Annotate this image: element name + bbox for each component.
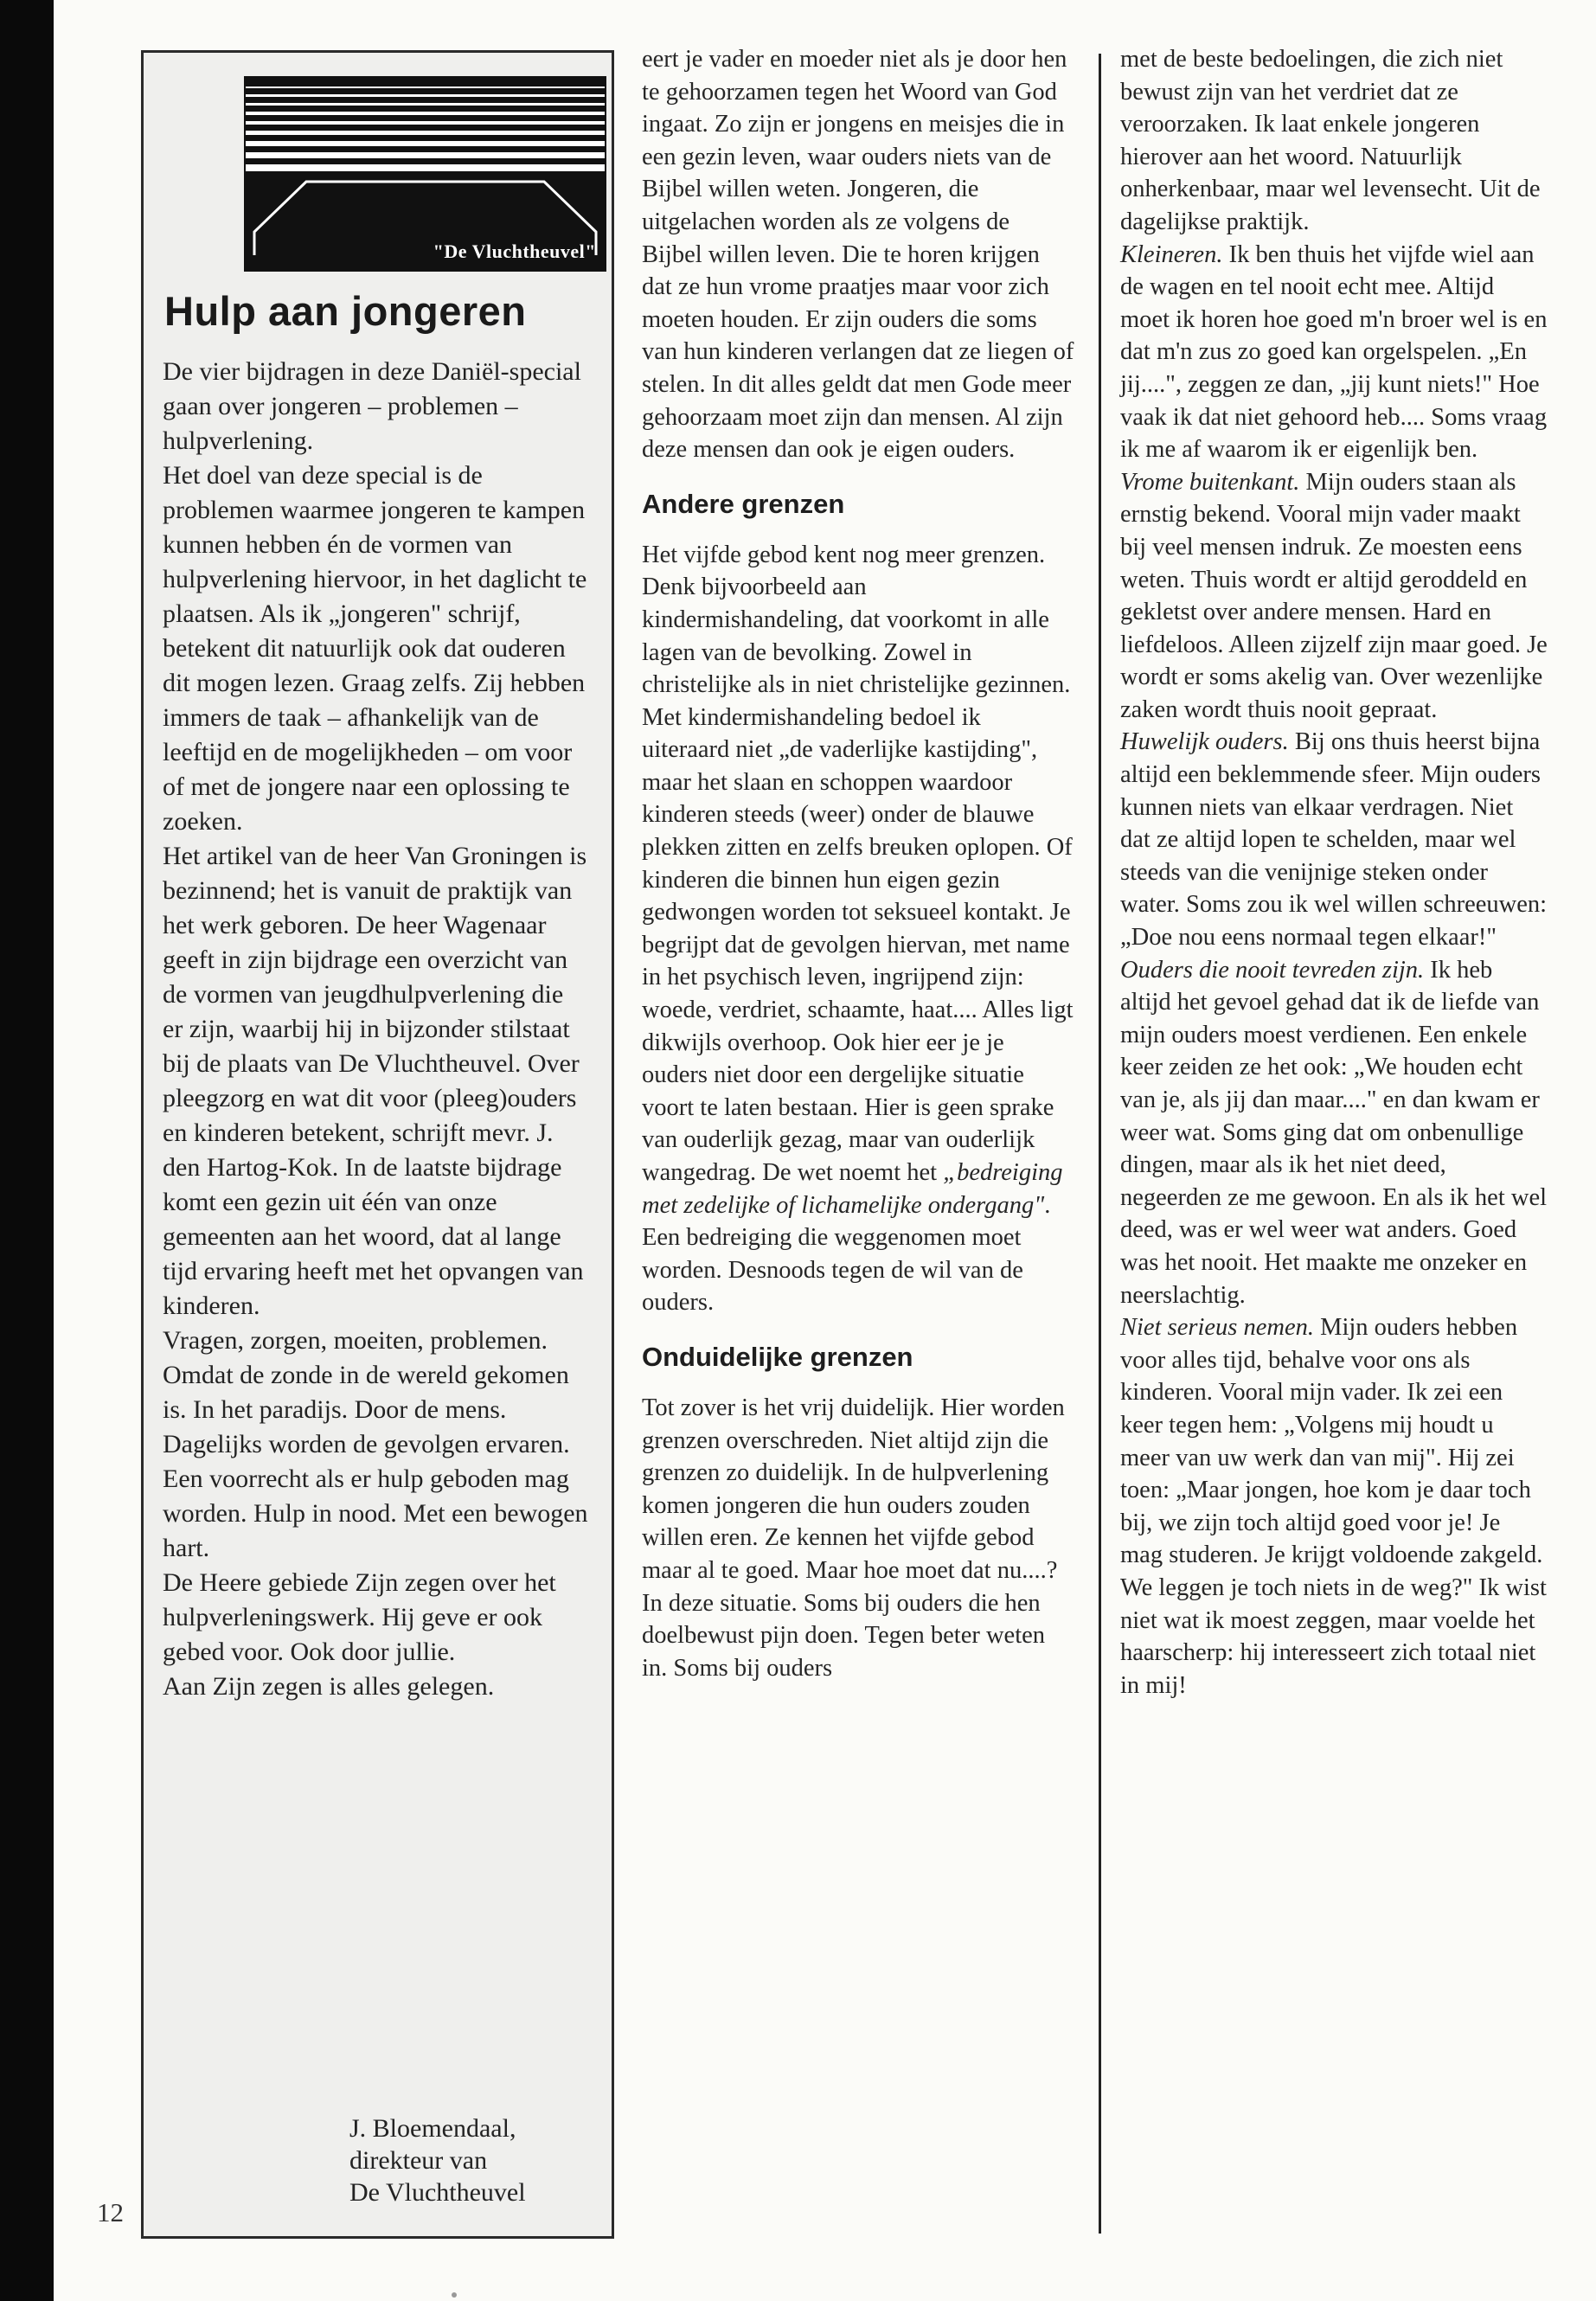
sidebar-paragraph: De Heere gebiede Zijn zegen over het hulpverleningswerk. Hij geve er ook gebed voor. Ook door jullie.: [163, 1568, 556, 1666]
logo-caption: "De Vluchtheuvel": [433, 240, 596, 262]
right-column: [1120, 43, 1548, 1702]
sidebar-paragraph: Aan Zijn zegen is alles gelegen.: [163, 1672, 495, 1701]
sidebar-paragraph: De vier bijdragen in deze Daniël-special gaan over jongeren – problemen – hulpverlening.: [163, 357, 581, 455]
testimony-label: Vrome buitenkant.: [1120, 468, 1300, 496]
scan-speck: [452, 2292, 457, 2298]
section-heading: Onduidelijke grenzen: [642, 1341, 913, 1372]
testimony-paragraph: [1120, 726, 1548, 953]
body-paragraph: eert je vader en moeder niet als je door hen te gehoorzamen tegen het Woord van God ingaat. Zo zijn er jongens en meisjes die in een gezin leven, waar ouders niets van de Bijbel willen weten. Jongeren, die uitgelachen worden als ze volgens de Bijbel willen leven. Die te horen krijgen dat ze hun vrome praatjes maar voor zich moeten houden. Er zijn ouders die soms van hun kinderen verlangen dat ze liegen of stelen. In dit alles geldt dat men Gode meer gehoorzaam moet zijn dan mensen. Al zijn deze mensen dan ook je eigen ouders.: [642, 46, 1074, 464]
body-paragraph: Tot zover is het vrij duidelijk. Hier worden grenzen overschreden. Niet altijd zijn die grenzen zo duidelijk. In de hulpverlening komen jongeren die hun ouders zouden willen eren. Ze kennen het vijfde gebod maar al te goed. Maar hoe moet dat nu....? In deze situatie. Soms bij ouders die hen doelbewust pijn doen. Tegen beter weten in. Soms bij ouders: [642, 1394, 1065, 1682]
testimony-paragraph: [1120, 239, 1548, 466]
vluchtheuvel-logo: [244, 76, 606, 272]
testimony-text: Ik ben thuis het vijfde wiel aan de wagen en tel nooit echt mee. Altijd moet ik horen hoe goed m'n broer wel is en dat m'n zus zo goed kan orgelspelen. „En jij....", zeggen ze dan, „jij kunt niets!" Hoe vaak ik dat niet gehoord heb.... Soms vraag ik me af waarom ik er eigenlijk ben.: [1120, 240, 1548, 464]
signature: [349, 2112, 600, 2208]
testimony-label: Ouders die nooit tevreden zijn.: [1120, 956, 1425, 984]
section-heading: Andere grenzen: [642, 488, 845, 519]
scan-edge: [0, 0, 54, 2301]
sidebar-paragraph: Vragen, zorgen, moeiten, problemen. Omdat de zonde in de wereld gekomen is. In het paradijs. Door de mens. Dagelijks worden de gevolgen ervaren. Een voorrecht als er hulp geboden mag worden. Hulp in nood. Met een bewogen hart.: [163, 1326, 588, 1562]
text-run: Het vijfde gebod kent nog meer grenzen. Denk bijvoorbeeld aan kindermishandeling, dat voorkomt in alle lagen van de bevolking. Zowel in christelijke als in niet christelijke gezinnen. Met kindermishandeling bedoel ik uiteraard niet „de vaderlijke kastijding", maar het slaan en schoppen waardoor kinderen steeds (weer) onder de blauwe plekken zitten en zelfs breuken oplopen. Of kinderen die binnen hun eigen gezin gedwongen worden tot seksueel kontakt. Je begrijpt dat de gevolgen hiervan, met name in het psychisch leven, ingrijpend zijn: woede, verdriet, schaamte, haat.... Alles ligt dikwijls overhoop. Ook hier eer je je ouders niet door een dergelijke situatie voort te laten bestaan. Hier is geen sprake van ouderlijk gezag, maar van ouderlijk wangedrag. De wet noemt het: [642, 541, 1074, 1186]
signature-line: direkteur van: [349, 2146, 488, 2175]
body-paragraph: met de beste bedoelingen, die zich niet bewust zijn van het verdriet dat ze veroorzaken. Ik laat enkele jongeren hierover aan het woord. Natuurlijk onherkenbaar, maar wel levensecht. Uit de dagelijkse praktijk.: [1120, 46, 1541, 235]
middle-column: [642, 43, 1074, 1684]
signature-line: De Vluchtheuvel: [349, 2178, 526, 2207]
testimony-paragraph: [1120, 466, 1548, 727]
testimony-paragraph: [1120, 1311, 1548, 1702]
testimony-label: Huwelijk ouders.: [1120, 728, 1289, 756]
testimony-paragraph: [1120, 954, 1548, 1312]
emphasized-text: „bedreiging met zedelijke of lichamelijke ondergang": [642, 1159, 1063, 1219]
signature-line: J. Bloemendaal,: [349, 2114, 516, 2143]
body-paragraph: [642, 539, 1074, 1319]
testimony-text: Ik heb altijd het gevoel gehad dat ik de liefde van mijn ouders moest verdienen. Een enkele keer zeiden ze het ook: „We houden echt van je, als jij dan maar...." en dan kwam er weer wat. Soms ging dat om onbenullige dingen, maar als ik het niet deed, negeerden ze me gewoon. En als ik het wel deed, was er wel weer wat anders. Goed was het nooit. Het maakte me onzeker en neerslachtig.: [1120, 956, 1548, 1309]
testimony-text: Mijn ouders hebben voor alles tijd, behalve voor ons als kinderen. Vooral mijn vader. Ik zei een keer tegen hem: „Volgens mij houdt u meer van uw werk dan van mij". Hij zei toen: „Maar jongen, hoe kom je daar toch bij, we zijn toch altijd goed voor je! Je mag studeren. Je krijgt voldoende zakgeld. We leggen je toch niets in de weg?" Ik wist niet wat ik moest zeggen, maar voelde het haarscherp: hij interesseert zich totaal niet in mij!: [1120, 1314, 1547, 1699]
text-run: . Een bedreiging die weggenomen moet worden. Desnoods tegen de wil van de ouders.: [642, 1191, 1051, 1317]
testimony-text: Mijn ouders staan als ernstig bekend. Vooral mijn vader maakt bij veel mensen indruk. Ze moesten eens weten. Thuis wordt er altijd geroddeld en gekletst over andere mensen. Hard en liefdeloos. Alleen zijzelf zijn maar goed. Je wordt er soms akelig van. Over wezenlijke zaken wordt thuis nooit gepraat.: [1120, 468, 1548, 723]
sidebar-paragraph: Het artikel van de heer Van Groningen is bezinnend; het is vanuit de praktijk van het werk geboren. De heer Wagenaar geeft in zijn bijdrage een overzicht van de vormen van jeugdhulpverlening die er zijn, waarbij hij in bijzonder stilstaat bij de plaats van De Vluchtheuvel. Over pleegzorg en wat dit voor (pleeg)ouders en kinderen betekent, schrijft mevr. J. den Hartog-Kok. In de laatste bijdrage komt een gezin uit één van onze gemeenten aan het woord, dat al lange tijd ervaring heeft met het opvangen van kinderen.: [163, 842, 587, 1320]
column-rule: [1099, 54, 1101, 2234]
testimony-label: Kleineren.: [1120, 240, 1223, 268]
sidebar-body: [163, 355, 588, 1704]
testimony-label: Niet serieus nemen.: [1120, 1314, 1314, 1342]
sidebar-paragraph: Het doel van deze special is de problemen waarmee jongeren te kampen kunnen hebben én de vormen van hulpverlening hiervoor, in het daglicht te plaatsen. Als ik „jongeren" schrijf, betekent dit natuurlijk ook dat ouderen dit mogen lezen. Graag zelfs. Zij hebben immers de taak – afhankelijk van de leeftijd en de mogelijkheden – om voor of met de jongere naar een oplossing te zoeken.: [163, 461, 587, 836]
testimony-text: Bij ons thuis heerst bijna altijd een beklemmende sfeer. Mijn ouders kunnen niets van elkaar verdragen. Niet dat ze altijd lopen te schelden, maar wel steeds van die venijnige steken onder water. Soms zou ik wel willen schreeuwen: „Doe nou eens normaal tegen elkaar!": [1120, 728, 1548, 952]
sidebar-title: Hulp aan jongeren: [164, 288, 527, 334]
page-number: 12: [97, 2197, 124, 2227]
